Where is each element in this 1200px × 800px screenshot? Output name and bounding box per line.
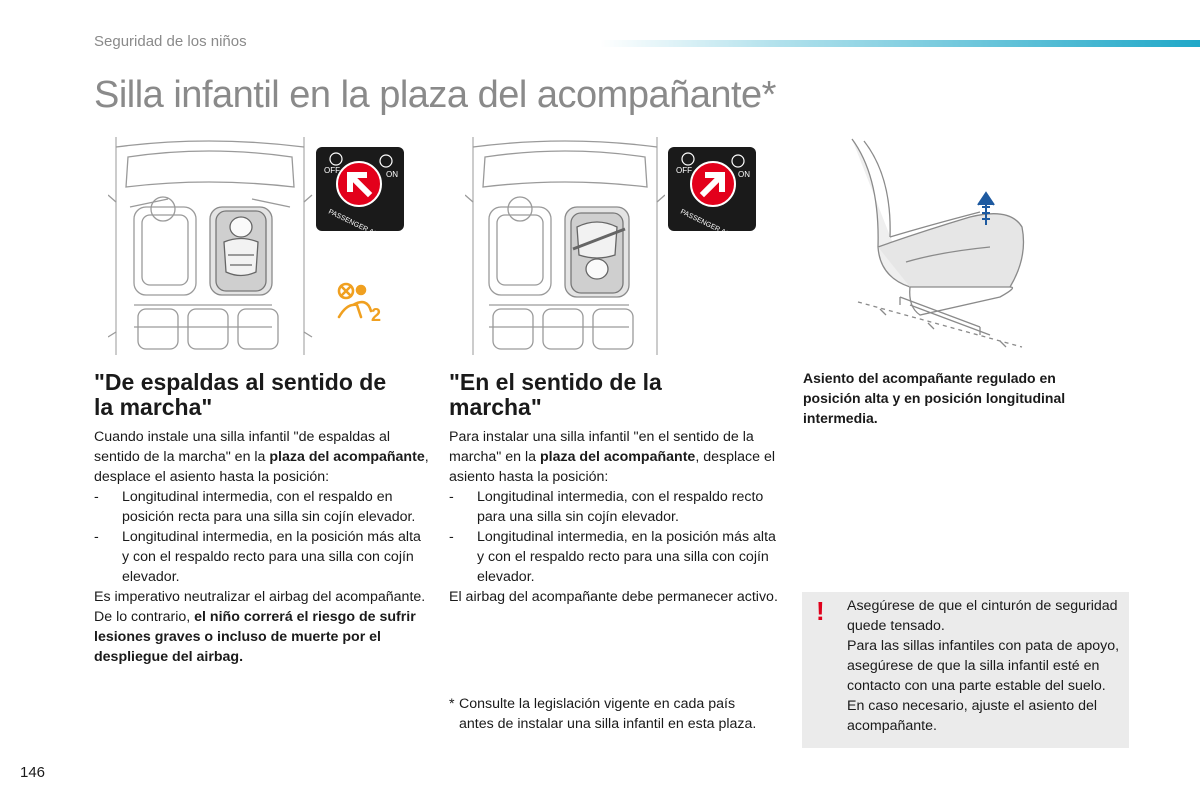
forward-facing-intro-pre: Para instalar una silla infantil "en el sentido de la marcha" en la xyxy=(449,429,754,465)
rear-facing-intro-post: , desplace el asiento hasta la posición: xyxy=(94,449,429,485)
bullet-text: Longitudinal intermedia, con el respaldo recto para una silla sin cojín elevador. xyxy=(477,489,764,525)
bullet-dash: - xyxy=(449,489,454,505)
warning-note-text xyxy=(847,596,1122,736)
bullet-text: Longitudinal intermedia, en la posición más alta y con el respaldo recto para una silla con cojín elevador. xyxy=(122,529,421,585)
bullet-text: Longitudinal intermedia, en la posición más alta y con el respaldo recto para una silla con cojín elevador. xyxy=(477,529,776,585)
airbag-warning-lamp-icon xyxy=(333,281,387,323)
passenger-seat-diagram xyxy=(850,137,1030,357)
warning-lamp-digit: 2 xyxy=(371,305,382,323)
list-item xyxy=(94,527,429,587)
airbag-on-text: ON xyxy=(386,170,398,179)
passenger-airbag-on-label xyxy=(668,147,756,231)
rear-facing-intro xyxy=(94,427,429,487)
forward-facing-text xyxy=(449,427,779,607)
rear-facing-closing-bold: el niño correrá el riesgo de sufrir lesiones graves o incluso de muerte por el despliegue del airbag. xyxy=(94,609,416,665)
forward-facing-intro-bold: plaza del acompañante xyxy=(540,449,696,465)
rear-facing-heading-line2: la marcha" xyxy=(94,394,213,420)
note-paragraph: Para las sillas infantiles con pata de apoyo, asegúrese de que la silla infantil esté en contacto con una parte estable del suelo. En caso necesario, ajuste el asiento del acompañante. xyxy=(847,638,1120,734)
bullet-dash: - xyxy=(449,529,454,545)
forward-facing-intro-post: , desplace el asiento hasta la posición: xyxy=(449,449,775,485)
airbag-on-text: ON xyxy=(738,170,750,179)
rear-facing-closing-pre: Es imperativo neutralizar el airbag del acompañante. De lo contrario, xyxy=(94,589,426,625)
list-item xyxy=(449,527,779,587)
forward-facing-intro xyxy=(449,427,779,487)
rear-facing-heading xyxy=(94,370,424,420)
note-paragraph: Asegúrese de que el cinturón de seguridad quede tensado. xyxy=(847,598,1118,634)
footnote-mark: * xyxy=(449,696,455,712)
bullet-dash: - xyxy=(94,529,99,545)
forward-facing-closing: El airbag del acompañante debe permanecer activo. xyxy=(449,589,778,605)
footnote xyxy=(449,694,769,734)
forward-facing-heading xyxy=(449,370,779,420)
forward-facing-heading-line2: marcha" xyxy=(449,394,542,420)
rear-facing-intro-bold: plaza del acompañante xyxy=(269,449,425,465)
rear-facing-text xyxy=(94,427,429,667)
bullet-text: Longitudinal intermedia, con el respaldo en posición recta para una silla sin cojín elevador. xyxy=(122,489,416,525)
rear-facing-car-diagram xyxy=(108,137,313,355)
rear-facing-heading-line1: "De espaldas al sentido de xyxy=(94,369,387,395)
seat-caption: Asiento del acompañante regulado en posición alta y en posición longitudinal intermedia. xyxy=(803,370,1066,426)
section-label: Seguridad de los niños xyxy=(94,33,247,50)
list-item xyxy=(94,487,429,527)
passenger-airbag-off-label xyxy=(316,147,404,231)
page-title: Silla infantil en la plaza del acompañante* xyxy=(94,74,776,116)
footnote-text: Consulte la legislación vigente en cada país antes de instalar una silla infantil en esta plaza. xyxy=(459,696,757,732)
header-accent-bar xyxy=(600,40,1200,47)
warning-note-box xyxy=(802,592,1129,748)
airbag-off-text: OFF xyxy=(676,166,692,175)
airbag-off-text: OFF xyxy=(324,166,340,175)
rear-facing-intro-pre: Cuando instale una silla infantil "de espaldas al sentido de la marcha" en la xyxy=(94,429,391,465)
forward-facing-car-diagram xyxy=(465,137,665,355)
bullet-dash: - xyxy=(94,489,99,505)
forward-facing-heading-line1: "En el sentido de la xyxy=(449,369,662,395)
rear-facing-warning xyxy=(94,587,429,667)
page-number: 146 xyxy=(20,764,46,781)
exclamation-icon: ! xyxy=(816,596,825,626)
list-item xyxy=(449,487,779,527)
